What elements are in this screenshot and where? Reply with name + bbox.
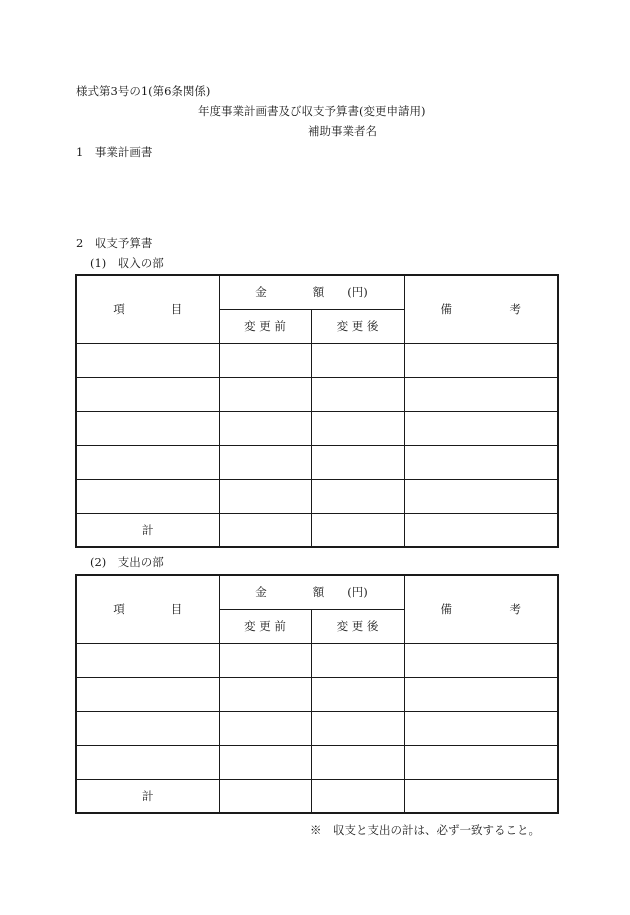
expense-after-cell[interactable] xyxy=(311,711,404,745)
table-row xyxy=(76,711,558,745)
footnote: ※ 収支と支出の計は、必ず一致すること。 xyxy=(310,823,540,837)
expense-header-remarks: 備 考 xyxy=(404,575,558,643)
income-before-cell[interactable] xyxy=(219,479,311,513)
table-row xyxy=(76,411,558,445)
expense-header-before: 変 更 前 xyxy=(219,609,311,643)
expense-remarks-cell[interactable] xyxy=(404,643,558,677)
table-row xyxy=(76,745,558,779)
income-total-remarks-cell[interactable] xyxy=(404,513,558,547)
income-after-cell[interactable] xyxy=(311,479,404,513)
income-header-after: 変 更 後 xyxy=(311,309,404,343)
expense-before-cell[interactable] xyxy=(219,677,311,711)
expense-after-cell[interactable] xyxy=(311,745,404,779)
expense-before-cell[interactable] xyxy=(219,643,311,677)
expense-total-label: 計 xyxy=(76,779,219,813)
expense-after-cell[interactable] xyxy=(311,677,404,711)
expense-header-item: 項 目 xyxy=(76,575,219,643)
expense-total-remarks-cell[interactable] xyxy=(404,779,558,813)
income-header-amount: 金 額 (円) xyxy=(219,275,404,309)
income-before-cell[interactable] xyxy=(219,445,311,479)
income-remarks-cell[interactable] xyxy=(404,479,558,513)
operator-name-label: 補助事業者名 xyxy=(308,124,377,138)
table-row xyxy=(76,643,558,677)
income-after-cell[interactable] xyxy=(311,377,404,411)
income-after-cell[interactable] xyxy=(311,343,404,377)
expense-total-after-cell[interactable] xyxy=(311,779,404,813)
section-business-plan-heading: 1 事業計画書 xyxy=(76,145,153,159)
income-remarks-cell[interactable] xyxy=(404,411,558,445)
expense-header-amount: 金 額 (円) xyxy=(219,575,404,609)
expense-item-cell[interactable] xyxy=(76,745,219,779)
table-row xyxy=(76,677,558,711)
income-item-cell[interactable] xyxy=(76,343,219,377)
expense-total-before-cell[interactable] xyxy=(219,779,311,813)
income-remarks-cell[interactable] xyxy=(404,343,558,377)
income-item-cell[interactable] xyxy=(76,411,219,445)
table-row xyxy=(76,343,558,377)
table-row xyxy=(76,445,558,479)
expense-remarks-cell[interactable] xyxy=(404,677,558,711)
income-after-cell[interactable] xyxy=(311,411,404,445)
section-budget-heading: 2 収支予算書 xyxy=(76,236,153,250)
income-before-cell[interactable] xyxy=(219,377,311,411)
income-total-before-cell[interactable] xyxy=(219,513,311,547)
expense-before-cell[interactable] xyxy=(219,711,311,745)
expense-total-row xyxy=(76,779,558,813)
expense-remarks-cell[interactable] xyxy=(404,745,558,779)
income-before-cell[interactable] xyxy=(219,343,311,377)
table-row xyxy=(76,479,558,513)
expense-subheading: (2) 支出の部 xyxy=(90,555,164,569)
income-total-after-cell[interactable] xyxy=(311,513,404,547)
document-title: 年度事業計画書及び収支予算書(変更申請用) xyxy=(198,104,426,118)
income-item-cell[interactable] xyxy=(76,479,219,513)
income-header-before: 変 更 前 xyxy=(219,309,311,343)
expense-item-cell[interactable] xyxy=(76,643,219,677)
income-header-item: 項 目 xyxy=(76,275,219,343)
expense-item-cell[interactable] xyxy=(76,677,219,711)
expense-header-after: 変 更 後 xyxy=(311,609,404,643)
income-total-row xyxy=(76,513,558,547)
income-header-remarks: 備 考 xyxy=(404,275,558,343)
income-remarks-cell[interactable] xyxy=(404,445,558,479)
form-number: 様式第3号の1(第6条関係) xyxy=(76,84,211,98)
income-before-cell[interactable] xyxy=(219,411,311,445)
expense-remarks-cell[interactable] xyxy=(404,711,558,745)
income-total-label: 計 xyxy=(76,513,219,547)
expense-before-cell[interactable] xyxy=(219,745,311,779)
income-after-cell[interactable] xyxy=(311,445,404,479)
expense-table xyxy=(75,574,559,814)
table-row xyxy=(76,377,558,411)
expense-item-cell[interactable] xyxy=(76,711,219,745)
income-item-cell[interactable] xyxy=(76,377,219,411)
expense-after-cell[interactable] xyxy=(311,643,404,677)
income-item-cell[interactable] xyxy=(76,445,219,479)
income-remarks-cell[interactable] xyxy=(404,377,558,411)
income-table xyxy=(75,274,559,548)
income-subheading: (1) 収入の部 xyxy=(90,256,164,270)
